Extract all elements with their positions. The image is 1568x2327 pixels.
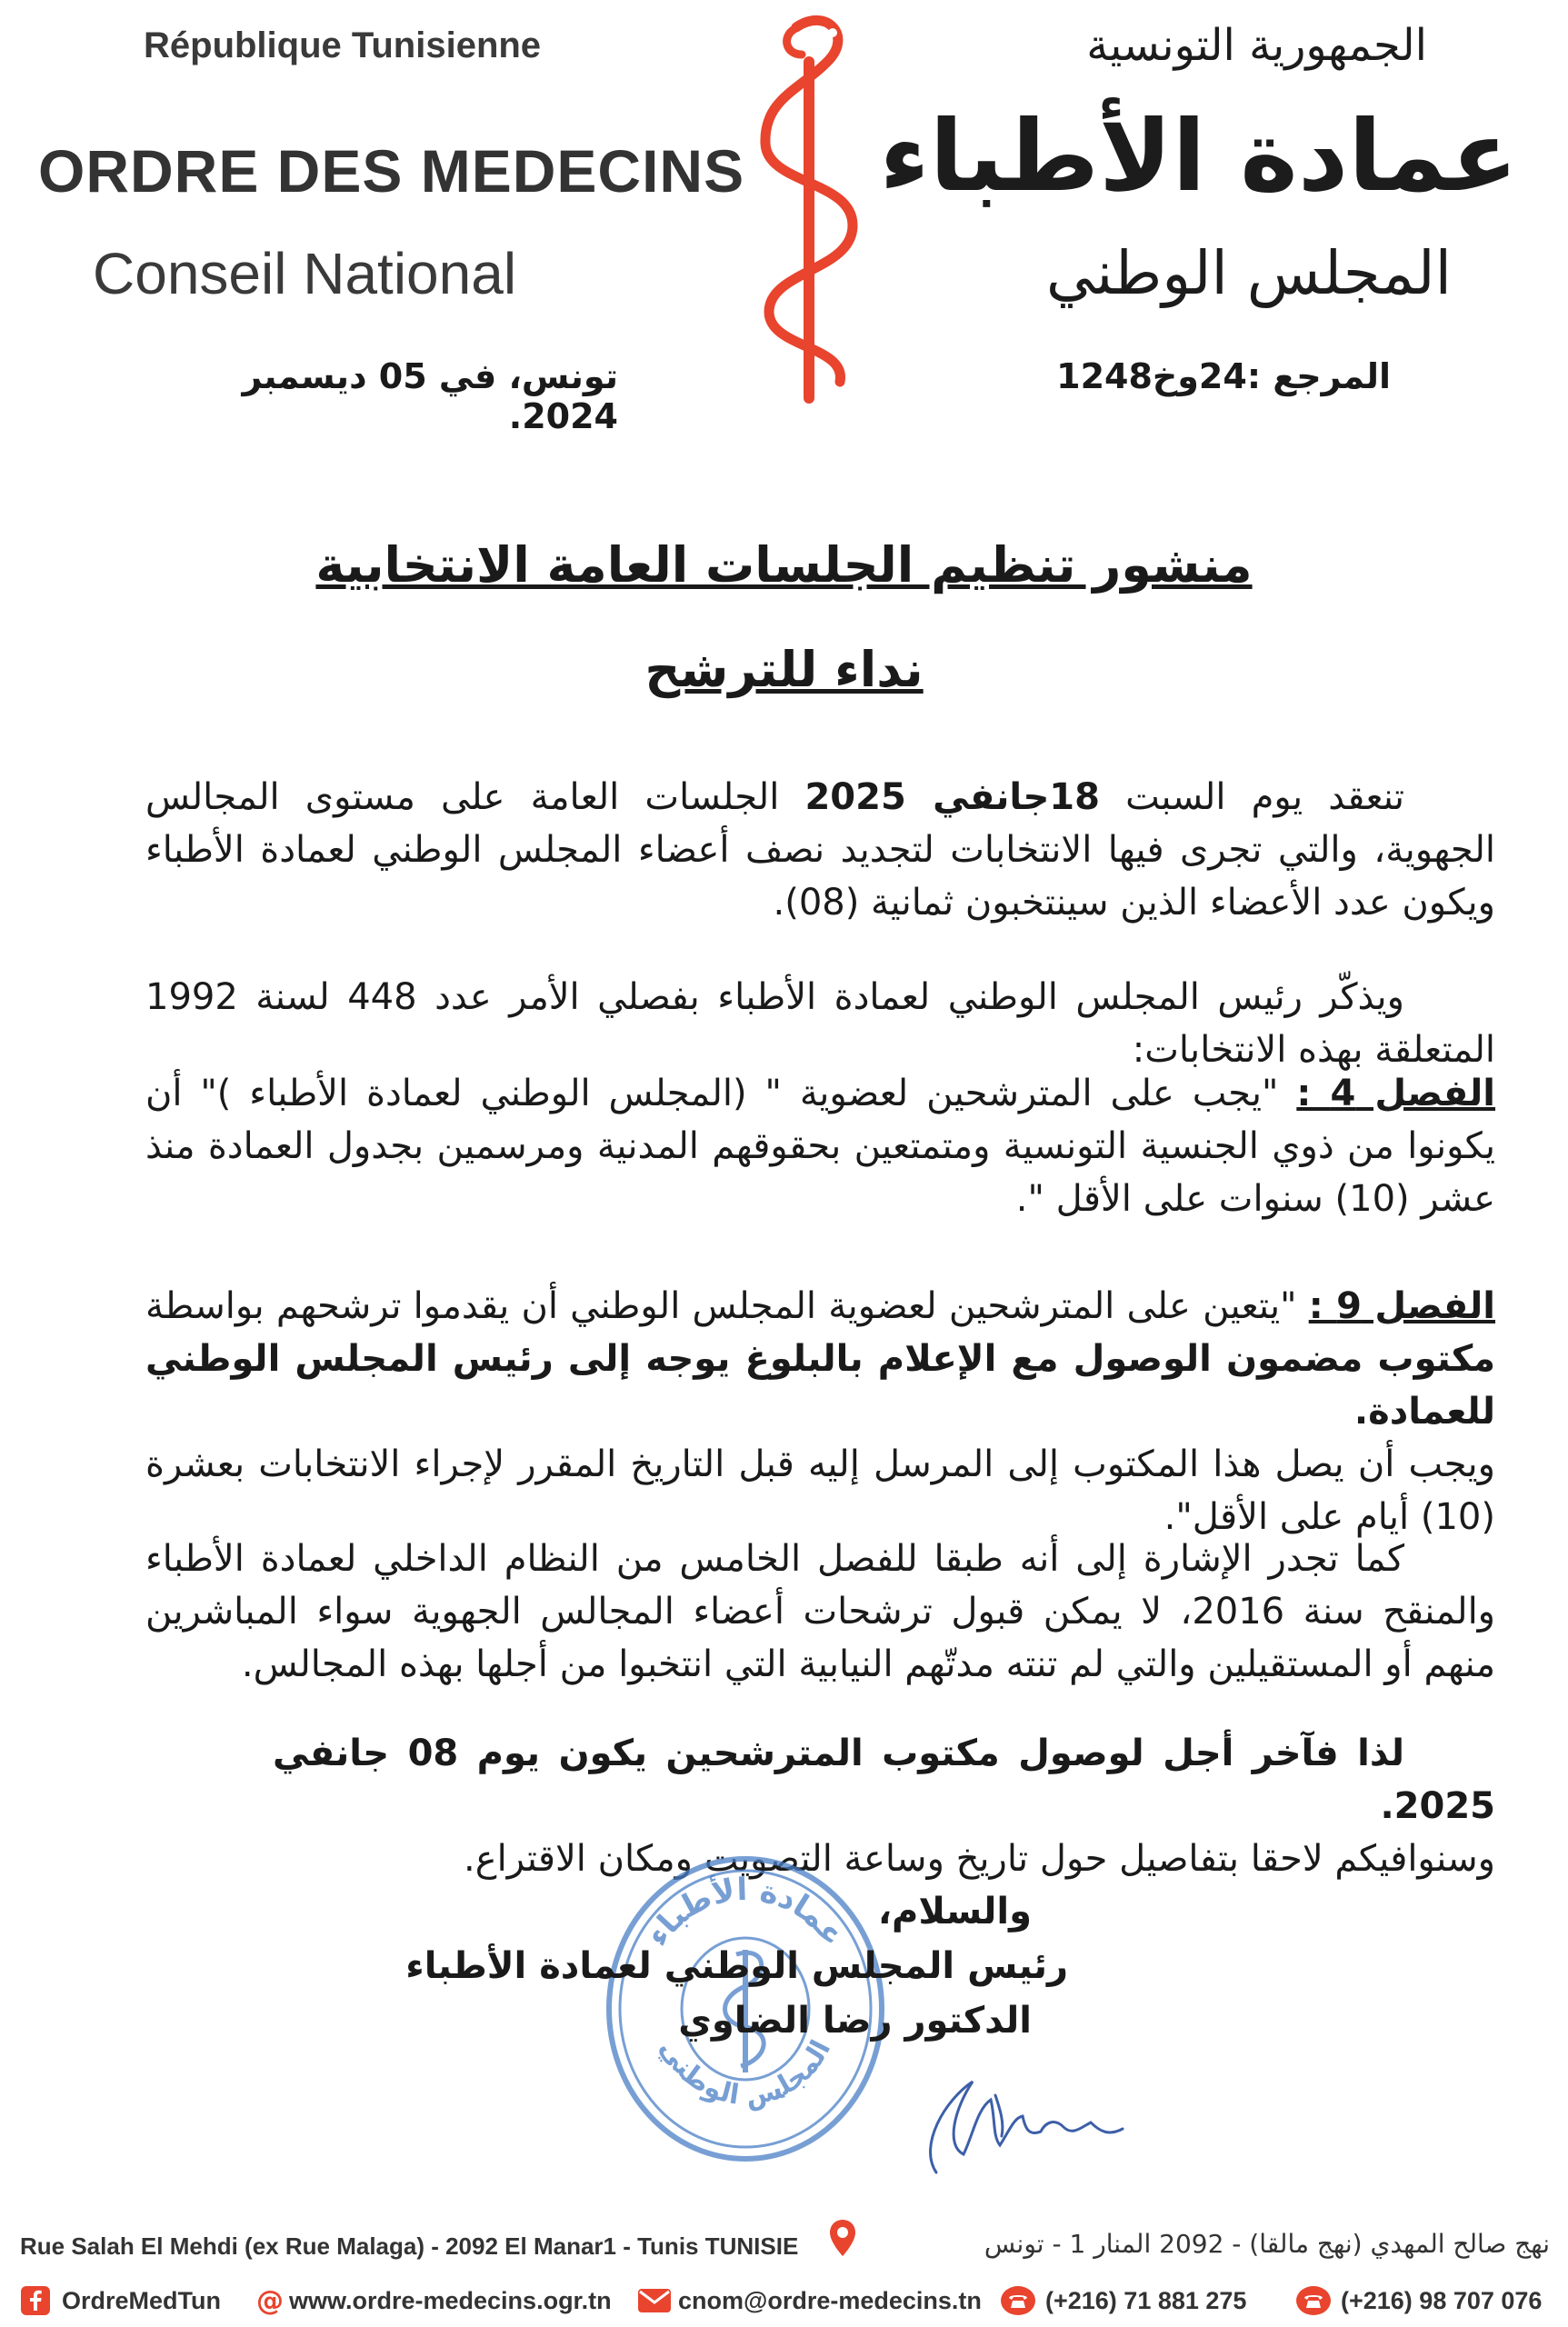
header-order-fr: ORDRE DES MEDECINS — [38, 137, 745, 205]
p1-intro: تنعقد يوم السبت — [1125, 776, 1404, 818]
footer-website[interactable]: www.ordre-medecins.ogr.tn — [289, 2287, 612, 2314]
article-9-text-a: "يتعين على المترشحين لعضوية المجلس الوطني أن يقدموا ترشحهم بواسطة — [145, 1285, 1297, 1327]
at-sign-icon — [255, 2285, 285, 2316]
document-subtitle: نداء للترشح — [644, 641, 924, 698]
footer-address-ar: نهج صالح المهدي (نهج مالقا) - 2092 المنار 1 - تونس — [984, 2229, 1550, 2259]
paragraph-article-4 — [145, 1067, 1495, 1225]
stamp-text-bottom: المجلس الوطني — [653, 2033, 838, 2113]
footer-email[interactable]: cnom@ordre-medecins.tn — [678, 2287, 982, 2314]
deadline-text: لذا فآخر أجل لوصول مكتوب المترشحين يكون يوم 08 جانفي 2025. — [273, 1733, 1495, 1827]
footer-phone-2[interactable]: (+216) 98 707 076 — [1341, 2287, 1543, 2314]
header-council-fr: Conseil National — [93, 241, 517, 306]
paragraph-internal-rules — [145, 1533, 1495, 1691]
p1-date: 18جانفي 2025 — [804, 776, 1100, 818]
email-icon — [636, 2285, 673, 2316]
header-council-ar: المجلس الوطني — [1045, 238, 1452, 308]
header-order-ar: عمادة الأطباء — [879, 100, 1518, 214]
phone-icon — [1295, 2285, 1332, 2316]
p5-text: كما تجدر الإشارة إلى أنه طبقا للفصل الخامس من النظام الداخلي لعمادة الأطباء والمنقح سنة 2016، لا يمكن قبول ترشحات أعضاء المجالس الجهوية سواء المباشرين منهم أو المستقيلين والتي لم تنته مدتّهم النيابية التي انتخبوا من أجلها بهذه المجالس. — [145, 1538, 1495, 1685]
document-title: منشور تنظيم الجلسات العامة الانتخابية — [315, 536, 1253, 594]
paragraph-session-date — [145, 771, 1495, 929]
stamp-text-top: عمادة الأطباء — [639, 1871, 852, 1953]
caduceus-logo — [745, 7, 873, 407]
location-pin-icon — [827, 2218, 858, 2258]
document-date: تونس، في 05 ديسمبر 2024. — [242, 356, 618, 436]
header-republic-fr: République Tunisienne — [144, 25, 542, 65]
footer-facebook[interactable]: OrdreMedTun — [62, 2287, 221, 2314]
article-9-text-b: مكتوب مضمون الوصول مع الإعلام بالبلوغ يوجه إلى رئيس المجلس الوطني للعمادة. — [145, 1338, 1495, 1433]
p2-text: ويذكّر رئيس المجلس الوطني لعمادة الأطباء بفصلي الأمر عدد 448 لسنة 1992 المتعلقة بهذه الانتخابات: — [145, 976, 1495, 1071]
signatory-name: الدكتور رضا الضاوي — [678, 2000, 1032, 2042]
p1-rest: الجلسات العامة على مستوى المجالس الجهوية، والتي تجرى فيها الانتخابات لتجديد نصف أعضاء المجلس الوطني لعمادة الأطباء ويكون عدد الأعضاء الذين سينتخبون ثمانية (08). — [145, 776, 1495, 924]
article-9-label: الفصل 9 : — [1308, 1285, 1496, 1327]
facebook-icon — [20, 2285, 51, 2316]
closing-salutation: والسلام، — [877, 1891, 1032, 1933]
header-republic-ar: الجمهورية التونسية — [1086, 20, 1427, 71]
article-4-label: الفصل 4 : — [1296, 1073, 1496, 1114]
paragraph-decree-reminder — [145, 971, 1495, 1076]
phone-icon — [1000, 2285, 1036, 2316]
footer-phone-1[interactable]: (+216) 71 881 275 — [1045, 2287, 1247, 2314]
follow-up-text: وسنوافيكم لاحقا بتفاصيل حول تاريخ وساعة التصويت ومكان الاقتراع. — [464, 1838, 1495, 1880]
paragraph-article-9 — [145, 1280, 1495, 1543]
signatory-title: رئيس المجلس الوطني لعمادة الأطباء — [405, 1945, 1068, 1987]
footer-address-fr: Rue Salah El Mehdi (ex Rue Malaga) - 2092 El Manar1 - Tunis TUNISIE — [20, 2232, 799, 2260]
handwritten-signature — [909, 2045, 1145, 2191]
svg-text:@: @ — [256, 2285, 284, 2316]
article-9-text-c: ويجب أن يصل هذا المكتوب إلى المرسل إليه قبل التاريخ المقرر لإجراء الانتخابات بعشرة (10) أيام على الأقل". — [145, 1443, 1495, 1538]
document-reference: المرجع :24وخ1248 — [1056, 356, 1391, 396]
article-4-text: "يجب على المترشحين لعضوية " (المجلس الوطني لعمادة الأطباء )" أن يكونوا من ذوي الجنسية التونسية ومتمتعين بحقوقهم المدنية ومرسمين بجدول العمادة منذ عشر (10) سنوات على الأقل ". — [145, 1073, 1495, 1220]
